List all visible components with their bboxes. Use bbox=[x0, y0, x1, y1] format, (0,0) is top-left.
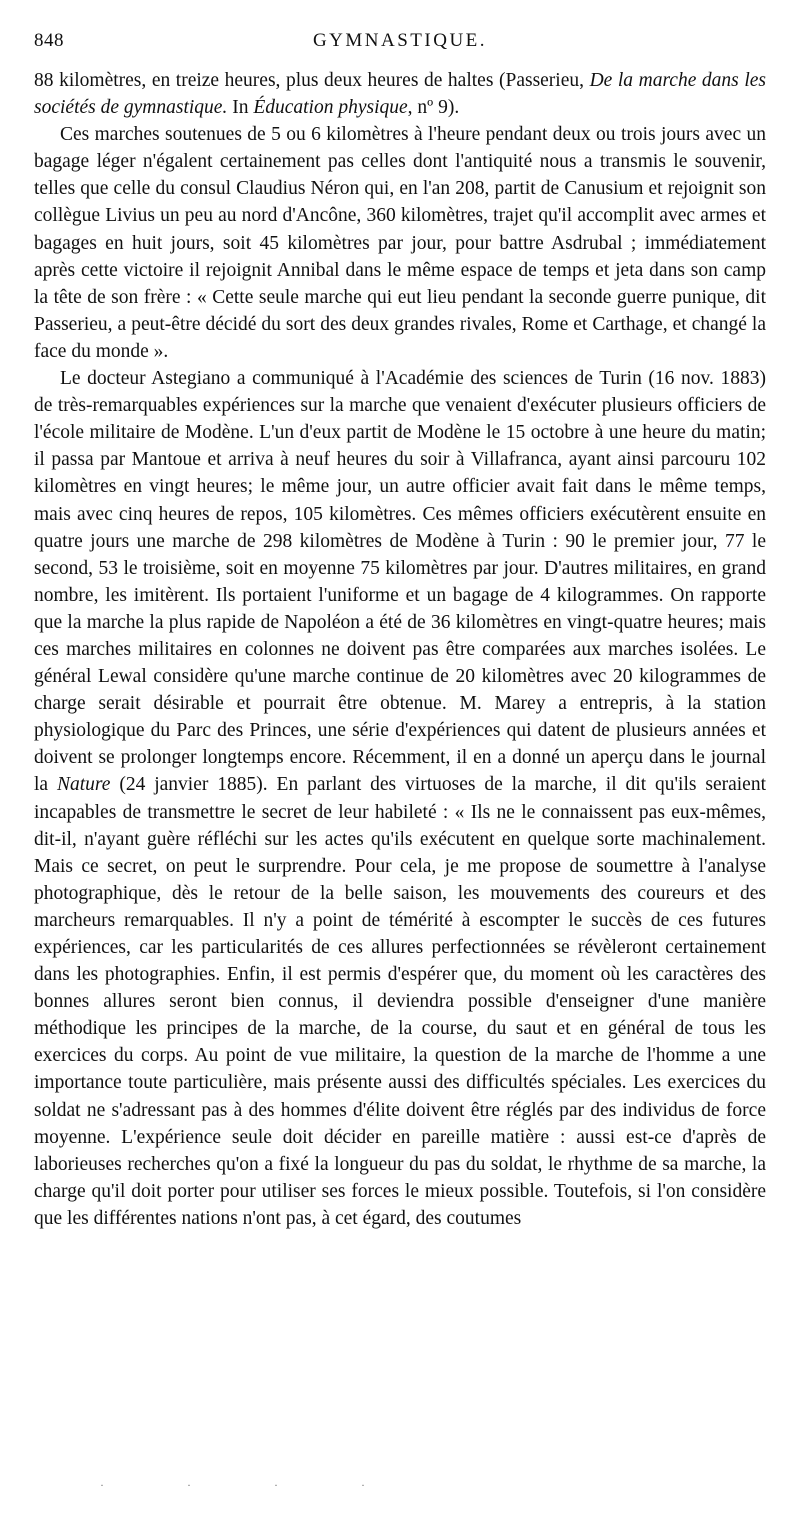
print-marks: · · · · bbox=[100, 1478, 405, 1492]
running-title: GYMNASTIQUE. bbox=[312, 30, 488, 51]
citation-title: De la marche dans les sociétés de gymnastique. bbox=[34, 70, 766, 119]
paragraph-text: 88 kilomètres, en treize heures, plus deux heures de haltes (Passerieu, bbox=[34, 70, 590, 91]
paragraph-continuation bbox=[34, 67, 766, 121]
journal-title: Nature bbox=[56, 774, 111, 796]
paragraph-text: , nº 9). bbox=[407, 97, 460, 119]
paragraph-text: (24 janvier 1885). En parlant des virtuoses de la marche, il dit qu'ils seraient incapables de transmettre le secret de leur habileté : « Ils ne le connaissent pas eux-mêmes, dit-il, n'ayant guère réfléchi sur les actes qu'ils exécutent en quelque sorte machinalement. Mais ce secret, on peut le surprendre. Pour cela, je me propose de soumettre à l'analyse photographique, dès le retour de la belle saison, les mouvements des coureurs et des marcheurs remarquables. Il n'y a point de témérité à escompter le succès de ces futures expériences, car les particularités de ces allures perfectionnées se révèleront certainement dans les photographies. Enfin, il est permis d'espérer que, du moment où les caractères des bonnes allures seront bien connus, il deviendra possible d'enseigner d'une manière méthodique les principes de la marche, de la course, du saut et en général de tous les exercices du corps. Au point de vue militaire, la question de la marche de l'homme a une importance toute particulière, mais présente aussi des difficultés spéciales. Les exercices du soldat ne s'adressant pas à des hommes d'élite doivent être réglés par des individus de force moyenne. L'expérience seule doit décider en pareille matière : aussi est-ce d'après de laborieuses recherches qu'on a fixé la longueur du pas du soldat, le rhythme de sa marche, la charge qu'il doit porter pour utiliser ses forces le mieux possible. Toutefois, si l'on considère que les différentes nations n'ont pas, à cet égard, des coutumes bbox=[34, 774, 766, 1229]
page-number: 848 bbox=[34, 30, 64, 51]
running-head bbox=[34, 30, 766, 58]
journal-title: Éducation physique bbox=[253, 97, 408, 119]
main-text bbox=[34, 67, 766, 1232]
paragraph-text: In bbox=[227, 97, 254, 119]
paragraph-claudius-neron: Ces marches soutenues de 5 ou 6 kilomètres à l'heure pendant deux ou trois jours avec un bagage léger n'égalent certainement pas celles dont l'antiquité nous a transmis le souvenir, telles que celle du consul Claudius Néron qui, en l'an 208, partit de Canusium et rejoignit son collègue Livius un peu au nord d'Ancône, 360 kilomètres, trajet qu'il accomplit avec armes et bagages en huit jours, soit 45 kilomètres par jour, pour battre Asdrubal ; immédiatement après cette victoire il rejoignit Annibal dans le même espace de temps et jeta dans son camp la tête de son frère : « Cette seule marche qui eut lieu pendant la seconde guerre punique, dit Passerieu, a peut-être décidé du sort des deux grandes rivales, Rome et Carthage, et changé la face du monde ». bbox=[34, 124, 766, 362]
paragraph-text: Le docteur Astegiano a communiqué à l'Académie des sciences de Turin (16 nov. 1883) de très-remarquables expériences sur la marche que venaient d'exécuter plusieurs officiers de l'école militaire de Modène. L'un d'eux partit de Modène le 15 octobre à une heure du matin; il passa par Mantoue et arriva à neuf heures du soir à Villafranca, ayant ainsi parcouru 102 kilomètres en vingt heures; le même jour, un autre officier avait fait dans le même temps, mais avec cinq heures de repos, 105 kilomètres. Ces mêmes officiers exécutèrent ensuite en quatre jours une marche de 298 kilomètres de Modène à Turin : 90 le premier jour, 77 le second, 53 le troisième, soit en moyenne 75 kilomètres par jour. D'autres militaires, en grand nombre, les imitèrent. Ils portaient l'uniforme et un bagage de 4 kilogrammes. On rapporte que la marche la plus rapide de Napoléon a été de 36 kilomètres en vingt-quatre heures; mais ces marches militaires en colonnes ne doivent pas être comparées aux marches isolées. Le général Lewal considère qu'une marche continue de 20 kilomètres avec 20 kilogrammes de charge serait désirable et pourrait être obtenue. M. Marey a entrepris, à la station physiologique du Parc des Princes, une série d'expériences qui datent de plusieurs années et doivent se prolonger longtemps encore. Récemment, il en a donné un aperçu dans le journal la bbox=[34, 368, 766, 796]
paragraph-astegiano-marey bbox=[34, 365, 766, 1232]
